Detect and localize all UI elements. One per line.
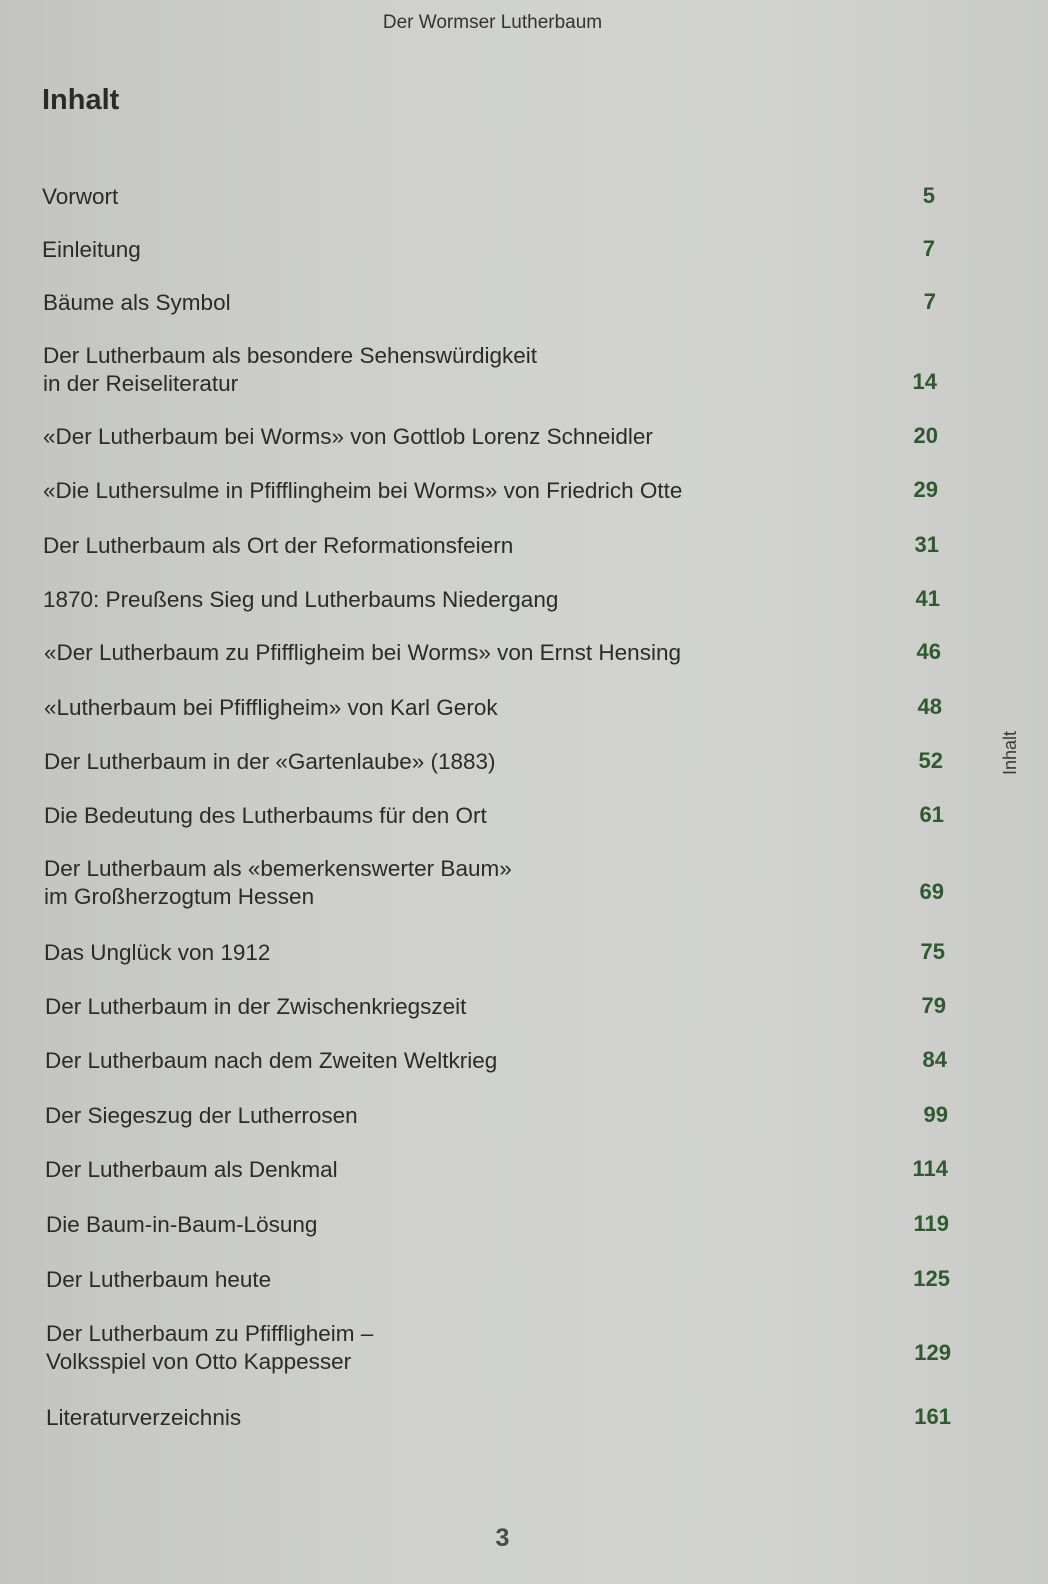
toc-entry-page-number: 129 [914, 1340, 951, 1365]
toc-entry-title-line: Literaturverzeichnis [46, 1405, 242, 1430]
toc-entry-title [46, 1211, 317, 1239]
toc-entry-title [46, 1266, 271, 1294]
toc-entry-page-number: 75 [920, 939, 945, 964]
toc-entry-page-number: 125 [913, 1266, 950, 1291]
toc-entry-page-number: 14 [912, 369, 937, 394]
toc-entry-page-number: 41 [915, 586, 940, 611]
toc-entry-title-line: Der Siegeszug der Lutherrosen [45, 1103, 358, 1128]
toc-entry-page-number: 46 [916, 639, 941, 664]
toc-entry-title [42, 236, 141, 264]
toc-entry-title [43, 342, 537, 398]
toc-entry-title [42, 183, 118, 211]
toc-entry-title [44, 694, 498, 722]
toc-entry-title-line: «Lutherbaum bei Pfiffligheim» von Karl Gerok [44, 695, 498, 720]
toc-entry-title [44, 802, 487, 830]
toc-entry-title-line: «Der Lutherbaum zu Pfiffligheim bei Worms» von Ernst Hensing [44, 640, 681, 665]
toc-entry-title-line: Die Baum-in-Baum-Lösung [46, 1212, 318, 1237]
toc-entry-page-number: 29 [913, 477, 938, 502]
toc-entry-page-number: 114 [912, 1156, 948, 1181]
toc-entry-title-line: Der Lutherbaum als Denkmal [45, 1157, 338, 1182]
toc-entry-title [45, 1047, 497, 1075]
toc-entry-title-line: «Der Lutherbaum bei Worms» von Gottlob Lorenz Schneidler [43, 424, 653, 449]
toc-entry-page-number: 48 [917, 694, 942, 719]
toc-entry-page-number: 52 [918, 748, 943, 773]
toc-entry-title-line: Der Lutherbaum nach dem Zweiten Weltkrieg [45, 1048, 498, 1073]
toc-entry-page-number: 84 [922, 1047, 947, 1072]
toc-entry-page-number: 69 [919, 879, 944, 904]
toc-entry-title-line: Der Lutherbaum heute [46, 1267, 272, 1292]
toc-entry-title-line: Der Lutherbaum in der «Gartenlaube» (1883) [44, 749, 496, 774]
running-head: Der Wormser Lutherbaum [382, 12, 603, 33]
toc-entry-title [43, 423, 653, 451]
toc-entry-page-number: 7 [923, 289, 936, 314]
toc-entry-page-number: 31 [914, 532, 939, 557]
toc-entry-page-number: 119 [913, 1211, 949, 1236]
toc-entry-title [44, 639, 681, 667]
toc-entry-title [43, 586, 558, 614]
toc-entry-title-line: Der Lutherbaum als besondere Sehenswürdigkeit [43, 343, 538, 368]
toc-entry-page-number: 5 [922, 183, 935, 208]
toc-entry-title-line: Die Bedeutung des Lutherbaums für den Ort [44, 803, 487, 828]
toc-entry-title-line: 1870: Preußens Sieg und Lutherbaums Niedergang [43, 587, 559, 612]
toc-entry-title [46, 1404, 241, 1432]
toc-entry-title-line: «Die Luthersulme in Pfifflingheim bei Worms» von Friedrich Otte [43, 478, 683, 503]
toc-entry-title [43, 289, 231, 317]
toc-entry-title-line: Der Lutherbaum zu Pfiffligheim – [46, 1321, 374, 1346]
toc-entry-page-number: 7 [922, 236, 935, 261]
toc-entry-page-number: 20 [913, 423, 938, 448]
toc-entry-title-line: Bäume als Symbol [43, 290, 231, 315]
toc-entry-title [44, 748, 496, 776]
toc-entry-title-line: in der Reiseliteratur [43, 371, 239, 396]
toc-entry-title-line: Volksspiel von Otto Kappesser [46, 1349, 352, 1374]
toc-entry-title-line: Der Lutherbaum in der Zwischenkriegszeit [45, 994, 467, 1019]
toc-entry-page-number: 161 [914, 1404, 951, 1429]
toc-entry-title-line: Der Lutherbaum als Ort der Reformationsfeiern [43, 533, 514, 558]
toc-entry-title [45, 1156, 338, 1184]
toc-entry-title [45, 1102, 358, 1130]
toc-entry-page-number: 79 [921, 993, 946, 1018]
toc-entry-title [45, 993, 466, 1021]
side-tab-label: Inhalt [1000, 730, 1020, 775]
toc-entry-title-line: Der Lutherbaum als «bemerkenswerter Baum» [44, 856, 512, 881]
toc-entry-title [43, 532, 513, 560]
toc-entry-title-line: im Großherzogtum Hessen [44, 884, 315, 909]
toc-title: Inhalt [42, 84, 120, 116]
toc-entry-page-number: 61 [919, 802, 944, 827]
toc-entry-title [44, 855, 512, 911]
toc-entry-title-line: Vorwort [42, 184, 119, 209]
toc-entry-title [44, 939, 270, 967]
toc-entry-page-number: 99 [923, 1102, 948, 1127]
toc-entry-title [43, 477, 682, 505]
toc-entry-title-line: Einleitung [42, 237, 141, 262]
page-number: 3 [495, 1524, 510, 1552]
toc-entry-title [46, 1320, 373, 1376]
toc-entry-title-line: Das Unglück von 1912 [44, 940, 271, 965]
